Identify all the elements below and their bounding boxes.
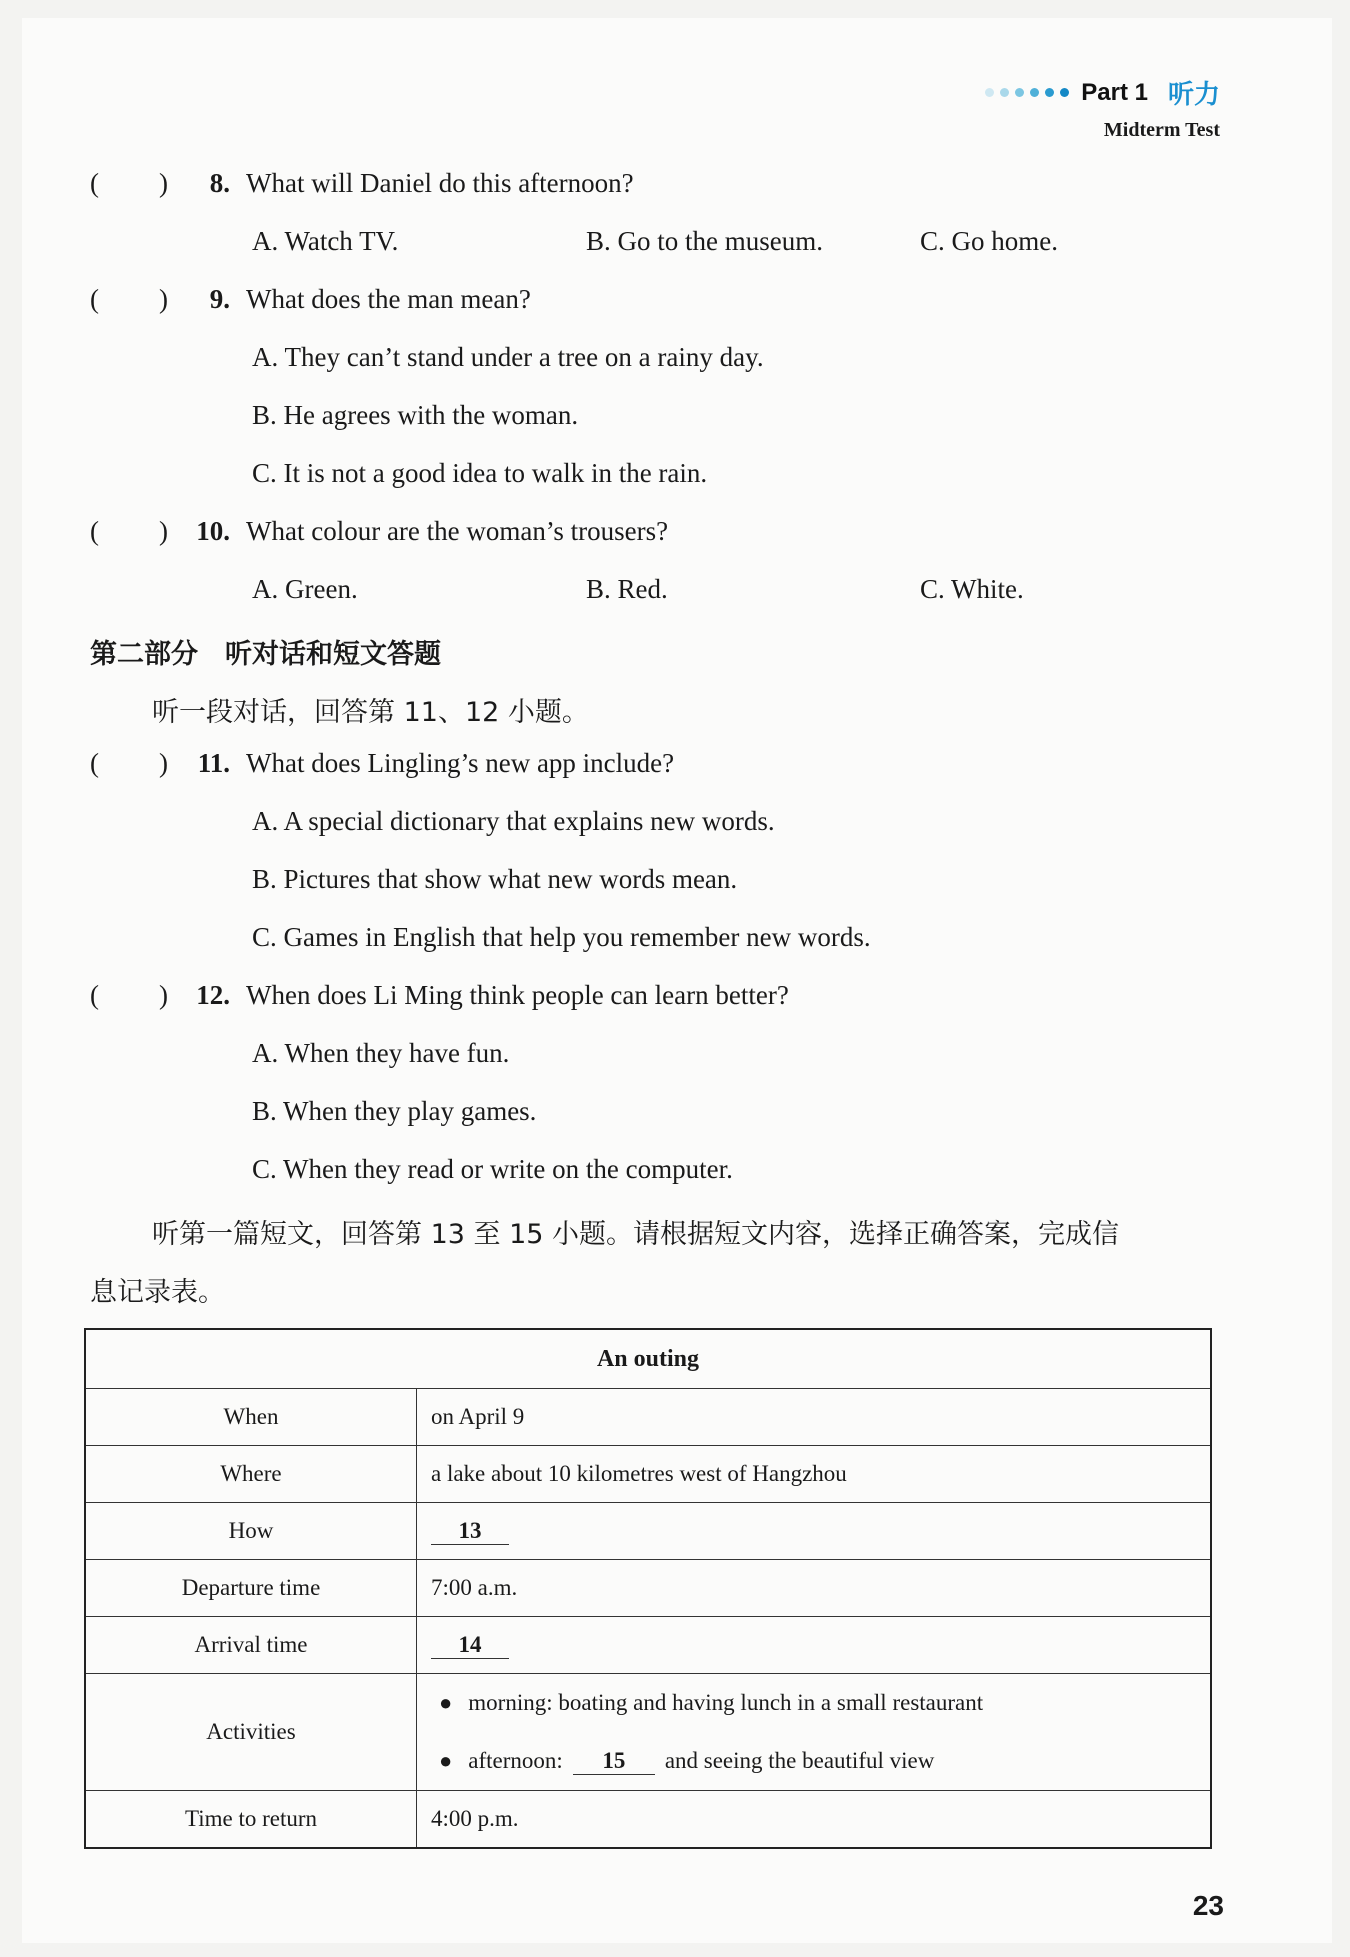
- row-label: Time to return: [85, 1791, 417, 1849]
- activity-text: morning: boating and having lunch in a small restaurant: [468, 1690, 984, 1715]
- row-value: on April 9: [417, 1389, 1212, 1446]
- question-number: 8.: [209, 168, 230, 198]
- page-header: [985, 74, 1220, 142]
- table-title: An outing: [85, 1329, 1211, 1389]
- bullet-icon: ●: [439, 1748, 453, 1773]
- activity-text: and seeing the beautiful view: [664, 1748, 935, 1773]
- option-c: C. When they read or write on the computer.: [252, 1154, 733, 1184]
- activity-text: afternoon:: [468, 1748, 563, 1773]
- activity-morning: [431, 1674, 1210, 1732]
- question-number: 9.: [209, 284, 230, 314]
- instruction-11-12: 听一段对话，回答第 11、12 小题。: [152, 697, 589, 728]
- header-subtitle: Midterm Test: [1103, 119, 1220, 141]
- option-a: A. When they have fun.: [252, 1038, 510, 1068]
- table-row: [85, 1674, 1211, 1791]
- row-label: When: [85, 1389, 417, 1446]
- question-text: What does Lingling’s new app include?: [246, 748, 675, 778]
- instruction-13-15: 听第一篇短文，回答第 13 至 15 小题。请根据短文内容，选择正确答案，完成信: [152, 1219, 1120, 1250]
- dot-icon: [1030, 88, 1039, 97]
- decorative-dots: [985, 88, 1069, 97]
- option-c: C. Games in English that help you remember new words.: [252, 922, 871, 952]
- table-row: [85, 1503, 1211, 1560]
- option-c: C. It is not a good idea to walk in the rain.: [252, 458, 708, 488]
- question-number: 12.: [196, 980, 230, 1010]
- row-value: a lake about 10 kilometres west of Hangzhou: [417, 1446, 1212, 1503]
- option-a: A. Watch TV.: [252, 226, 399, 256]
- row-label: Arrival time: [85, 1617, 417, 1674]
- answer-bracket[interactable]: ( ): [90, 748, 168, 778]
- answer-bracket[interactable]: ( ): [90, 168, 168, 198]
- part-label: Part 1: [1081, 78, 1148, 106]
- answer-blank-15[interactable]: 15: [573, 1748, 655, 1775]
- table-row: [85, 1617, 1211, 1674]
- table-row: [85, 1791, 1211, 1849]
- table-row: [85, 1560, 1211, 1617]
- question-8: [90, 168, 634, 199]
- table-row: [85, 1446, 1211, 1503]
- question-text: When does Li Ming think people can learn better?: [246, 980, 789, 1010]
- activity-afternoon: [431, 1732, 1210, 1790]
- question-9: [90, 284, 531, 315]
- bullet-icon: ●: [439, 1690, 453, 1715]
- row-label: How: [85, 1503, 417, 1560]
- row-value: 4:00 p.m.: [417, 1791, 1212, 1849]
- question-text: What does the man mean?: [246, 284, 531, 314]
- dot-icon: [1000, 88, 1009, 97]
- dot-icon: [1015, 88, 1024, 97]
- answer-bracket[interactable]: ( ): [90, 980, 168, 1010]
- option-c: C. Go home.: [920, 226, 1058, 256]
- answer-blank-13[interactable]: 13: [431, 1518, 509, 1545]
- part-cn-label: 听力: [1167, 80, 1220, 110]
- page-number: 23: [1192, 1890, 1224, 1921]
- option-a: A. A special dictionary that explains new words.: [252, 806, 775, 836]
- section-title: 第二部分 听对话和短文答题: [90, 639, 441, 670]
- answer-bracket[interactable]: ( ): [90, 284, 168, 314]
- option-b: B. Go to the museum.: [586, 226, 823, 256]
- option-b: B. Red.: [586, 574, 668, 604]
- question-text: What will Daniel do this afternoon?: [246, 168, 634, 198]
- question-11: [90, 748, 674, 779]
- info-record-table: [84, 1328, 1212, 1849]
- option-a: A. They can’t stand under a tree on a rainy day.: [252, 342, 764, 372]
- row-value: 7:00 a.m.: [417, 1560, 1212, 1617]
- option-b: B. He agrees with the woman.: [252, 400, 579, 430]
- option-a: A. Green.: [252, 574, 358, 604]
- question-number: 11.: [197, 748, 230, 778]
- instruction-13-15-cont: 息记录表。: [90, 1277, 225, 1308]
- option-b: B. Pictures that show what new words mean.: [252, 864, 738, 894]
- dot-icon: [1060, 88, 1069, 97]
- table-row: [85, 1389, 1211, 1446]
- row-label: Where: [85, 1446, 417, 1503]
- dot-icon: [1045, 88, 1054, 97]
- dot-icon: [985, 88, 994, 97]
- question-10: [90, 516, 668, 547]
- row-label: Activities: [85, 1674, 417, 1791]
- option-b: B. When they play games.: [252, 1096, 537, 1126]
- question-number: 10.: [196, 516, 230, 546]
- answer-bracket[interactable]: ( ): [90, 516, 168, 546]
- row-label: Departure time: [85, 1560, 417, 1617]
- question-12: [90, 980, 789, 1011]
- question-text: What colour are the woman’s trousers?: [246, 516, 669, 546]
- option-c: C. White.: [920, 574, 1024, 604]
- answer-blank-14[interactable]: 14: [431, 1632, 509, 1659]
